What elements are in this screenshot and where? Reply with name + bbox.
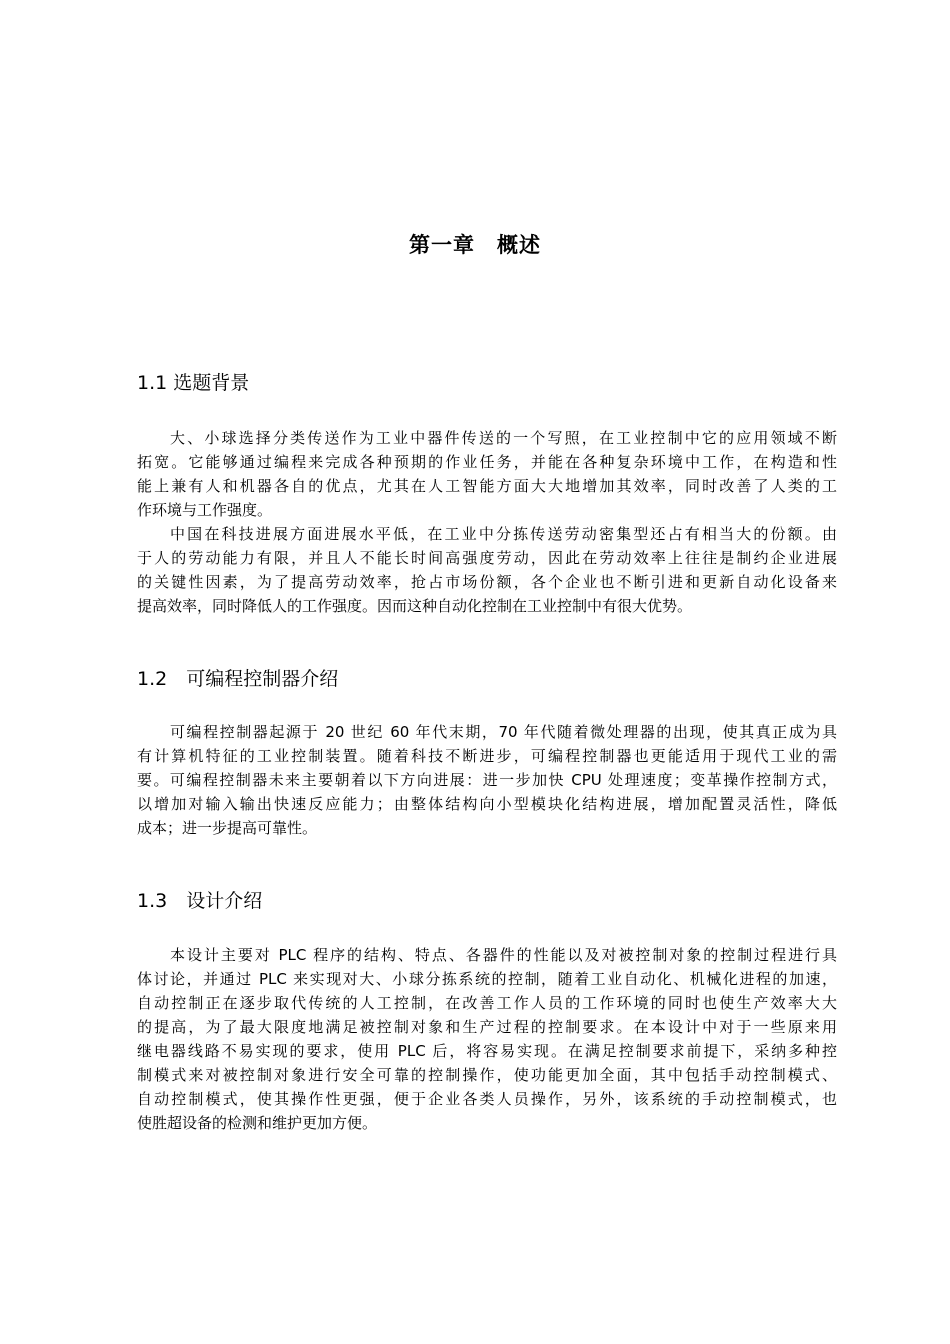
text-line: 提高效率，同时降低人的工作强度。因而这种自动化控制在工业控制中有很大优势。 [137,597,693,615]
chapter-title: 第一章 概述 [409,233,541,257]
paragraph-1-3 [137,943,837,1135]
text-line: 大、小球选择分类传送作为工业中器件传送的一个写照，在工业控制中它的应用领域不断 [170,429,837,447]
text-line: 成本；进一步提高可靠性。 [137,819,318,837]
text-line: 有计算机特征的工业控制装置。随着科技不断进步，可编程控制器也更能适用于现代工业的需 [137,747,837,765]
paragraph-1-2 [137,720,837,840]
text-line: 本设计主要对 PLC 程序的结构、特点、各器件的性能以及对被控制对象的控制过程进行具 [170,946,837,964]
paragraph-1-1-b [137,522,837,618]
text-line: 于人的劳动能力有限，并且人不能长时间高强度劳动，因此在劳动效率上往往是制约企业进展 [137,549,837,567]
text-line: 的关键性因素，为了提高劳动效率，抢占市场份额，各个企业也不断引进和更新自动化设备来 [137,573,837,591]
paragraph-1-1-a [137,426,837,522]
text-line: 使胜超设备的检测和维护更加方便。 [137,1114,378,1132]
text-line: 自动控制模式，使其操作性更强，便于企业各类人员操作，另外，该系统的手动控制模式，也 [137,1090,837,1108]
text-line: 中国在科技进展方面进展水平低，在工业中分拣传送劳动密集型还占有相当大的份额。由 [170,525,837,543]
text-line: 要。可编程控制器未来主要朝着以下方向进展：进一步加快 CPU 处理速度；变革操作控制方式， [137,771,837,789]
text-line: 以增加对输入输出快速反应能力；由整体结构向小型模块化结构进展，增加配置灵活性，降低 [137,795,837,813]
section-heading-1-1: 1.1 选题背景 [137,372,250,394]
text-line: 能上兼有人和机器各自的优点，尤其在人工智能方面大大地增加其效率，同时改善了人类的工 [137,477,837,495]
text-line: 自动控制正在逐步取代传统的人工控制，在改善工作人员的工作环境的同时也使生产效率大大 [137,994,837,1012]
text-line: 的提高，为了最大限度地满足被控制对象和生产过程的控制要求。在本设计中对于一些原来用 [137,1018,837,1036]
text-line: 拓宽。它能够通过编程来完成各种预期的作业任务，并能在各种复杂环境中工作，在构造和性 [137,453,837,471]
text-line: 制模式来对被控制对象进行安全可靠的控制操作，使功能更加全面，其中包括手动控制模式、 [137,1066,837,1084]
text-line: 可编程控制器起源于 20 世纪 60 年代末期，70 年代随着微处理器的出现，使其真正成为具 [170,723,837,741]
section-heading-1-3: 1.3 设计介绍 [137,890,263,912]
section-heading-1-2: 1.2 可编程控制器介绍 [137,668,339,690]
text-line: 体讨论，并通过 PLC 来实现对大、小球分拣系统的控制，随着工业自动化、机械化进程的加速， [137,970,837,988]
text-line: 继电器线路不易实现的要求，使用 PLC 后，将容易实现。在满足控制要求前提下，采纳多种控 [137,1042,837,1060]
text-line: 作环境与工作强度。 [137,501,273,519]
